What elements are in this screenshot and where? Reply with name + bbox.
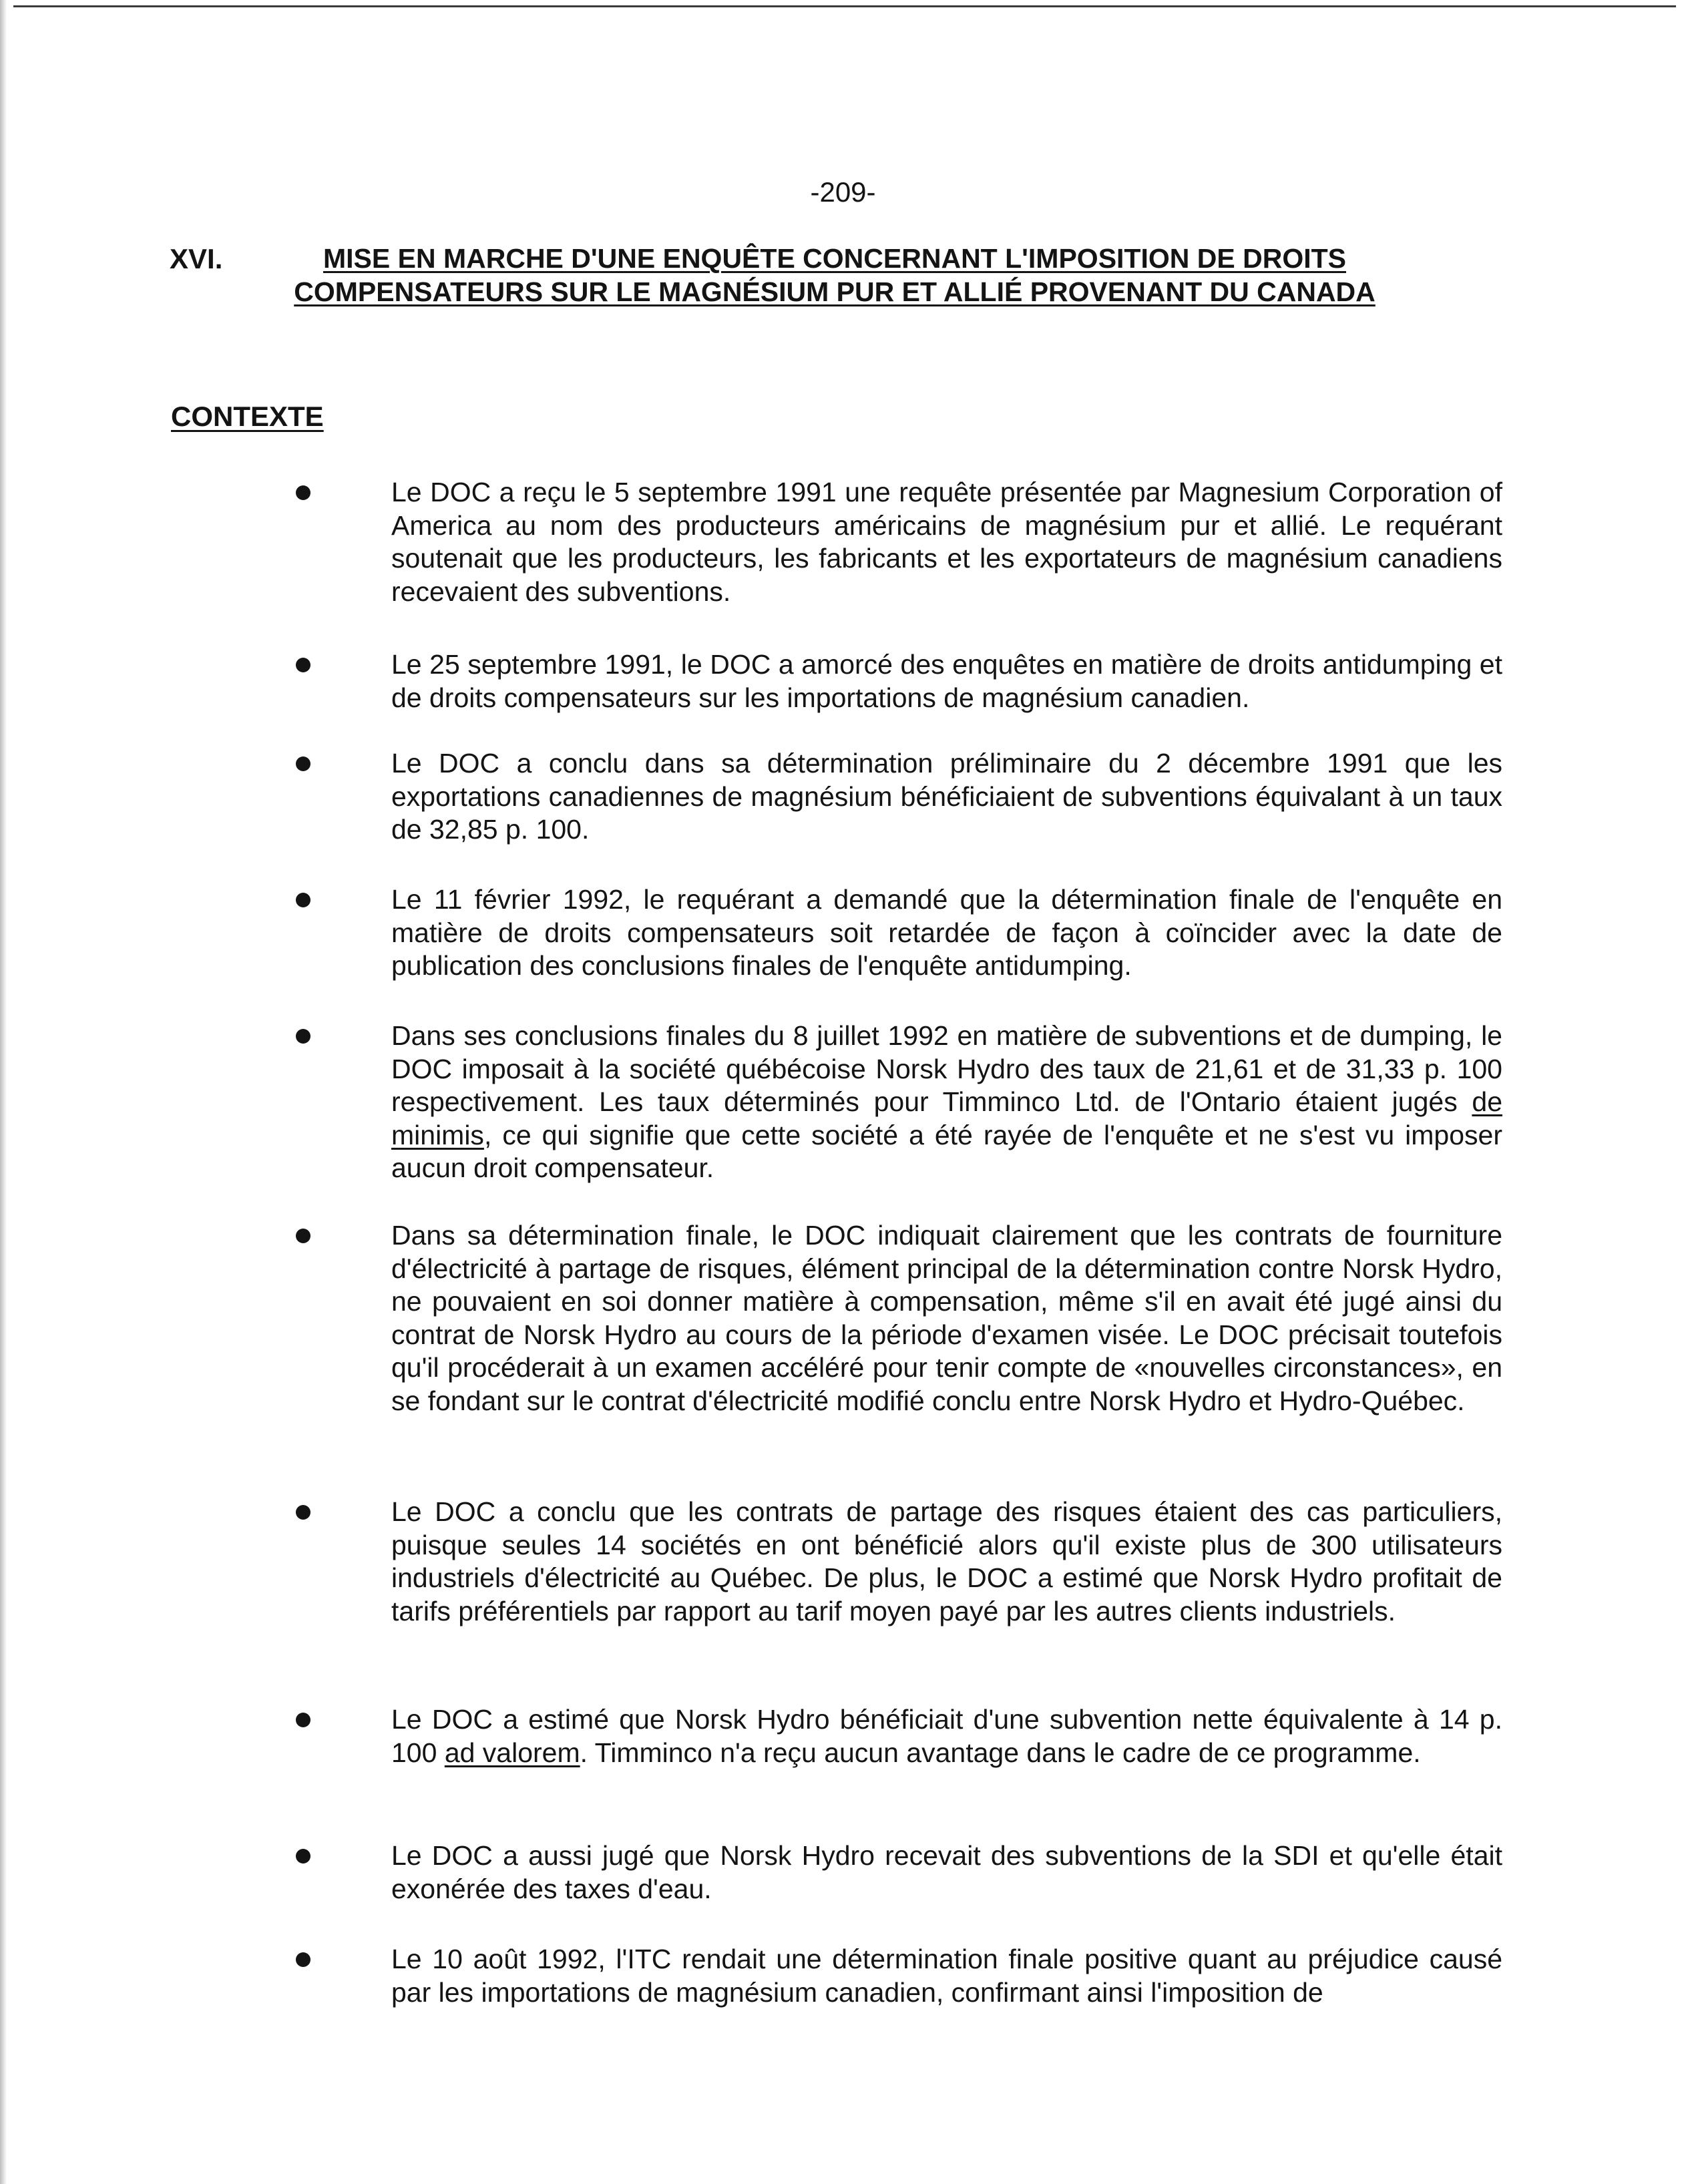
bullet-item: Le DOC a aussi jugé que Norsk Hydro recevait des subventions de la SDI et qu'elle était exonérée des taxes d'eau. [391,1839,1502,1906]
bullet-text: Dans ses conclusions finales du 8 juillet 1992 en matière de subventions et de dumping, le DOC imposait à la société québécoise Norsk Hydro des taux de 21,61 et de 31,33 p. 100 respectivement. Les taux déterminés pour Timminco Ltd. de l'Ontario étaient jugés [391,1020,1502,1117]
bullet-item: Dans sa détermination finale, le DOC indiquait clairement que les contrats de fourniture d'électricité à partage de risques, élément principal de la détermination contre Norsk Hydro, ne pouvaient en soi donner matière à compensation, même s'il en avait été jugé ainsi du contrat de Norsk Hydro au cours de la période d'examen visée. Le DOC précisait toutefois qu'il procéderait à un examen accéléré pour tenir compte de «nouvelles circonstances», en se fondant sur le contrat d'électricité modifié conclu entre Norsk Hydro et Hydro-Québec. [391,1219,1502,1417]
bullet-item [391,1020,1502,1185]
scan-left-edge [0,0,7,2184]
page-number: -209- [810,176,876,208]
bullet-item: Le 25 septembre 1991, le DOC a amorcé des enquêtes en matière de droits antidumping et de droits compensateurs sur les importations de magnésium canadien. [391,648,1502,714]
underlined-term: ad valorem [444,1737,580,1768]
bullet-item: Le 10 août 1992, l'ITC rendait une détermination finale positive quant au préjudice causé par les importations de magnésium canadien, confirmant ainsi l'imposition de [391,1943,1502,2009]
bullet-item: Le DOC a reçu le 5 septembre 1991 une requête présentée par Magnesium Corporation of America au nom des producteurs américains de magnésium pur et allié. Le requérant soutenait que les producteurs, les fabricants et les exportateurs de magnésium canadiens recevaient des subventions. [391,476,1502,608]
bullet-text: Le DOC a estimé que Norsk Hydro bénéficiait d'une subvention nette équivalente à 14 p. 100 [391,1704,1502,1768]
bullet-item [391,1703,1502,1769]
bullet-item: Le DOC a conclu dans sa détermination préliminaire du 2 décembre 1991 que les exportations canadiennes de magnésium bénéficiaient de subventions équivalant à un taux de 32,85 p. 100. [391,747,1502,847]
bullet-text: . Timminco n'a reçu aucun avantage dans le cadre de ce programme. [580,1737,1421,1768]
section-title-line-2: COMPENSATEURS SUR LE MAGNÉSIUM PUR ET ALLIÉ PROVENANT DU CANADA [294,276,1376,307]
section-title-line-1: MISE EN MARCHE D'UNE ENQUÊTE CONCERNANT L'IMPOSITION DE DROITS [323,243,1346,274]
bullet-text: , ce qui signifie que cette société a été rayée de l'enquête et ne s'est vu imposer aucun droit compensateur. [391,1119,1502,1183]
bullet-item: Le DOC a conclu que les contrats de partage des risques étaient des cas particuliers, puisque seules 14 sociétés en ont bénéficié alors qu'il existe plus de 300 utilisateurs industriels d'électricité au Québec. De plus, le DOC a estimé que Norsk Hydro profitait de tarifs préférentiels par rapport au tarif moyen payé par les autres clients industriels. [391,1496,1502,1628]
context-heading: CONTEXTE [171,401,324,432]
section-number: XVI. [170,243,223,274]
underlined-term: de minimis [391,1086,1502,1150]
section-title [267,242,1402,308]
bullet-item: Le 11 février 1992, le requérant a demandé que la détermination finale de l'enquête en matière de droits compensateurs soit retardée de façon à coïncider avec la date de publication des conclusions finales de l'enquête antidumping. [391,883,1502,983]
top-rule [13,5,1676,7]
